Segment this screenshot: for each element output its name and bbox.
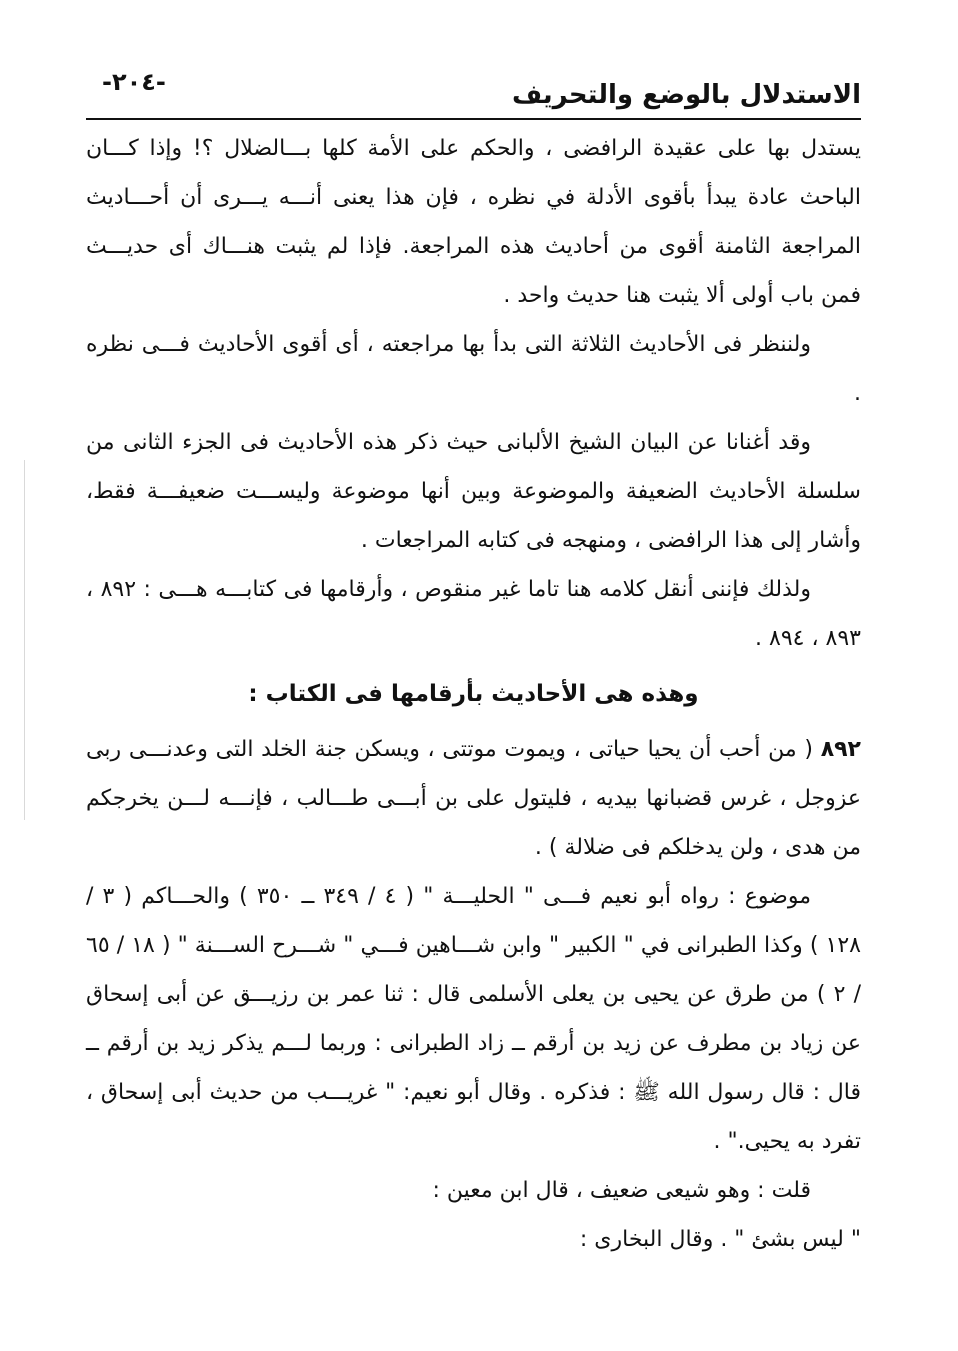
hadith-number: ٨٩٢ xyxy=(820,737,861,762)
paragraph-4: ولذلك فإننى أنقل كلامه هنا تاما غير منقوص ، وأرقامها فى كتابـــه هـــى : ٨٩٢ ، ٨٩٣ ، ٨٩٤ . xyxy=(86,577,861,651)
section-heading: وهذه هى الأحاديث بأرقامها فى الكتاب : xyxy=(248,681,699,707)
paragraph-last-line: " ليس بشئ " . وقال البخارى : xyxy=(579,1227,861,1252)
paragraph-takhrij: موضوع : رواه أبو نعيم فـــى " الحليـــة " ( ٤ / ٣٤٩ ــ ٣٥٠ ) والحـــاكم ( ٣ / ١٢٨ ) وكذا الطبرانى في " الكبير " وابن شـــاهين فـــي " شـــرح الســـنة " ( ١٨ / ٦٥ / ٢ ) من طرق عن يحيى بن يعلى الأسلمى قال : ثنا عمر بن رزيـــق عن أبى إسحاق عن زياد بن مطرف عن زيد بن أرقم ــ زاد الطبرانى : وربما لـــم يذكر زيد بن أرقم ــ قال : قال رسول الله ﷺ : فذكره . وقال أبو نعيم: " غريـــب من حديث أبى إسحاق ، تفرد به يحيى." . xyxy=(86,884,861,1154)
running-title: الاستدلال بالوضع والتحريف xyxy=(511,80,861,110)
page-header xyxy=(86,62,861,120)
paragraph-3: وقد أغنانا عن البيان الشيخ الألبانى حيث ذكر هذه الأحاديث فى الجزء الثانى من سلسلة الأحاديث الضعيفة والموضوعة وبين أنها موضوعة وليســـت ضعيفـــة فقط، وأشار إلى هذا الرافضى ، ومنهجه فى كتابه المراجعات . xyxy=(86,430,861,553)
hadith-entry xyxy=(86,725,861,872)
hadith-text: ( من أحب أن يحيا حياتى ، ويموت موتتى ، ويسكن جنة الخلد التى وعدنـــى ربى عزوجل ، غرس قضبانها بيديه ، فليتول على بن أبـــى طـــالب ، فإنـــه لـــن يخرجكم من هدى ، ولن يدخلكم فى ضلالة ) . xyxy=(86,737,861,860)
page-number: -٢٠٤- xyxy=(102,68,166,96)
page-body xyxy=(86,124,861,1264)
scan-margin-line xyxy=(24,460,25,820)
paragraph-1: يستدل بها على عقيدة الرافضى ، والحكم على الأمة كلها بـــالضلال ؟! وإذا كـــان الباحث عادة يبدأ بأقوى الأدلة في نظره ، فإن هذا يعنى أنـــه يـــرى أن أحـــاديث المراجعة الثامنة أقوى من أحاديث هذه المراجعة. فإذا لم يثبت هنـــاك أى حديـــث فمن باب أولى ألا يثبت هنا حديث واحد . xyxy=(86,136,861,308)
paragraph-note: قلت : وهو شيعى ضعيف ، قال ابن معين : xyxy=(432,1178,811,1203)
paragraph-2: ولننظر فى الأحاديث الثلاثة التى بدأ بها مراجعته ، أى أقوى الأحاديث فـــى نظره . xyxy=(86,332,861,406)
